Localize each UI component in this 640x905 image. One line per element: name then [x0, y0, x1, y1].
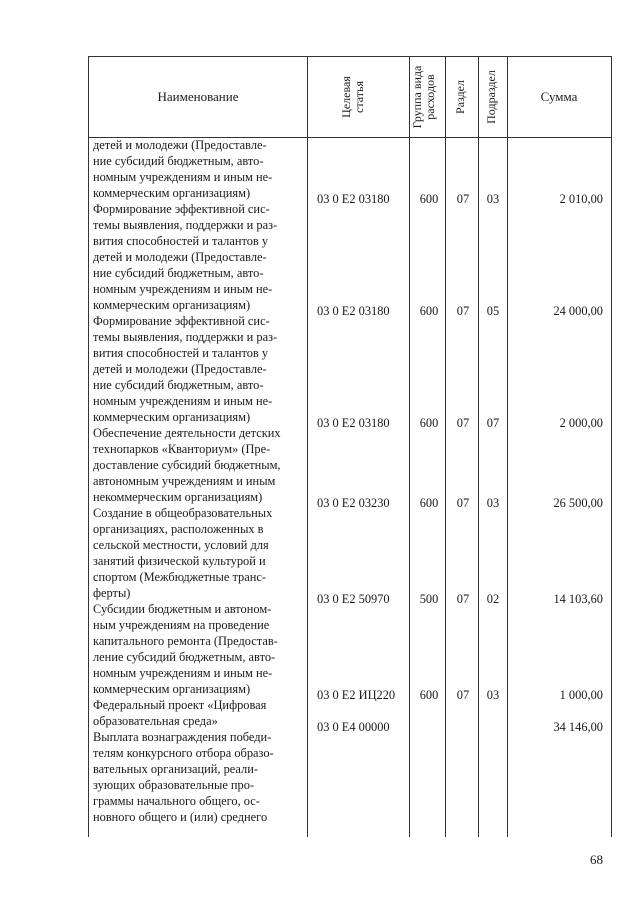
- name-line: коммерческим организациям): [93, 410, 251, 424]
- name-line: коммерческим организациям): [93, 682, 251, 696]
- name-line: организациях, расположенных в: [93, 522, 264, 536]
- row-expense-group: 600: [419, 192, 439, 206]
- row-sum: 1 000,00: [559, 688, 603, 702]
- name-line: технопарков «Кванториум» (Пре-: [93, 442, 271, 456]
- row-subsection: 03: [486, 688, 500, 702]
- name-line: номным учреждениям и иным не-: [93, 394, 273, 408]
- name-line: Формирование эффективной сис-: [93, 202, 270, 216]
- name-line: коммерческим организациям): [93, 298, 251, 312]
- row-expense-group: 600: [419, 304, 439, 318]
- row-sum: 24 000,00: [553, 304, 603, 318]
- row-expense-group: 600: [419, 496, 439, 510]
- name-line: зующих образовательные про-: [93, 778, 255, 792]
- column-divider: [409, 57, 410, 837]
- header-sum: Сумма: [540, 89, 578, 104]
- name-line: сельской местности, условий для: [93, 538, 269, 552]
- name-line: ние субсидий бюджетным, авто-: [93, 378, 264, 392]
- name-line: коммерческим организациям): [93, 186, 251, 200]
- row-section: 07: [456, 688, 470, 702]
- row-subsection: 05: [486, 304, 500, 318]
- row-target-code: 03 0 E2 03230: [317, 496, 390, 510]
- row-sum: 34 146,00: [553, 720, 603, 734]
- row-sum: 26 500,00: [553, 496, 603, 510]
- name-line: новного общего и (или) среднего: [93, 810, 268, 824]
- name-line: детей и молодежи (Предоставле-: [93, 138, 267, 152]
- budget-table: [88, 56, 612, 837]
- name-line: вития способностей и талантов у: [93, 234, 269, 248]
- name-line: спортом (Межбюджетные транс-: [93, 570, 267, 584]
- header-target-line2: статья: [352, 81, 366, 113]
- name-line: вития способностей и талантов у: [93, 346, 269, 360]
- name-line: ние субсидий бюджетным, авто-: [93, 266, 264, 280]
- row-expense-group: 500: [419, 592, 439, 606]
- name-line: детей и молодежи (Предоставле-: [93, 362, 267, 376]
- row-target-code: 03 0 E2 03180: [317, 304, 390, 318]
- row-section: 07: [456, 416, 470, 430]
- name-line: номным учреждениям и иным не-: [93, 666, 273, 680]
- row-subsection: 02: [486, 592, 500, 606]
- name-line: автономным учреждениям и иным: [93, 474, 276, 488]
- name-line: Федеральный проект «Цифровая: [93, 698, 267, 712]
- name-line: доставление субсидий бюджетным,: [93, 458, 281, 472]
- name-line: детей и молодежи (Предоставле-: [93, 250, 267, 264]
- name-line: ние субсидий бюджетным, авто-: [93, 154, 264, 168]
- name-line: вательных организаций, реали-: [93, 762, 258, 776]
- header-expense-group: [411, 58, 443, 136]
- name-line: капитального ремонта (Предостав-: [93, 634, 278, 648]
- header-group-line2: расходов: [423, 74, 437, 120]
- name-line: граммы начального общего, ос-: [93, 794, 260, 808]
- name-line: Формирование эффективной сис-: [93, 314, 270, 328]
- name-line: некоммерческим организациям): [93, 490, 263, 504]
- name-line: темы выявления, поддержки и раз-: [93, 330, 278, 344]
- header-subsection: Подраздел: [484, 70, 498, 124]
- header-target-line1: Целевая: [339, 76, 353, 118]
- name-line: образовательная среда»: [93, 714, 218, 728]
- row-subsection: 03: [486, 192, 500, 206]
- column-divider: [307, 57, 308, 837]
- row-section: 07: [456, 304, 470, 318]
- row-sum: 2 000,00: [559, 416, 603, 430]
- row-expense-group: 600: [419, 416, 439, 430]
- row-section: 07: [456, 192, 470, 206]
- row-section: 07: [456, 592, 470, 606]
- name-line: ным учреждениям на проведение: [93, 618, 270, 632]
- row-target-code: 03 0 E4 00000: [317, 720, 390, 734]
- name-line: Выплата вознаграждения победи-: [93, 730, 272, 744]
- name-line: номным учреждениям и иным не-: [93, 282, 273, 296]
- name-line: Субсидии бюджетным и автоном-: [93, 602, 272, 616]
- name-line: номным учреждениям и иным не-: [93, 170, 273, 184]
- row-expense-group: 600: [419, 688, 439, 702]
- row-target-code: 03 0 E2 50970: [317, 592, 390, 606]
- column-divider: [478, 57, 479, 837]
- name-line: ферты): [93, 586, 131, 600]
- name-line: занятий физической культурой и: [93, 554, 266, 568]
- name-line: ление субсидий бюджетным, авто-: [93, 650, 276, 664]
- row-section: 07: [456, 496, 470, 510]
- column-divider: [445, 57, 446, 837]
- name-column: [93, 137, 299, 825]
- row-sum: 2 010,00: [559, 192, 603, 206]
- row-sum: 14 103,60: [553, 592, 603, 606]
- name-line: Создание в общеобразовательных: [93, 506, 273, 520]
- row-subsection: 03: [486, 496, 500, 510]
- name-line: темы выявления, поддержки и раз-: [93, 218, 278, 232]
- column-divider: [507, 57, 508, 837]
- page-number: 68: [590, 852, 603, 867]
- header-target-article: [340, 47, 376, 147]
- row-subsection: 07: [486, 416, 500, 430]
- name-line: телям конкурсного отбора образо-: [93, 746, 274, 760]
- row-target-code: 03 0 E2 03180: [317, 416, 390, 430]
- name-line: Обеспечение деятельности детских: [93, 426, 281, 440]
- header-section: Раздел: [453, 80, 467, 114]
- header-group-line1: Группа вида: [410, 65, 424, 129]
- row-target-code: 03 0 E2 03180: [317, 192, 390, 206]
- header-name: Наименование: [157, 89, 239, 104]
- row-target-code: 03 0 E2 ИЦ220: [317, 688, 396, 702]
